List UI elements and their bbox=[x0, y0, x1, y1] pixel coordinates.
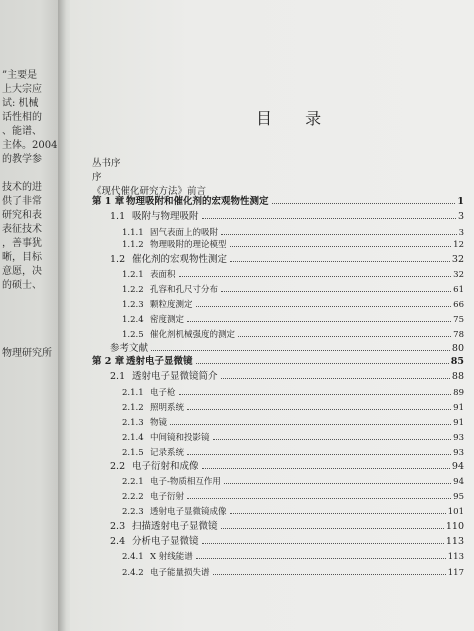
toc-entry-number: 第 1 章 bbox=[92, 196, 125, 207]
toc-entry-title: 分析电子显微镜 bbox=[132, 536, 199, 547]
page-title: 目 录 bbox=[256, 109, 336, 128]
toc-section-entry bbox=[110, 252, 464, 267]
toc-dot-leader bbox=[230, 246, 452, 247]
toc-entry-title: 吸附与物理吸附 bbox=[132, 211, 199, 222]
toc-page-number: 78 bbox=[453, 330, 464, 340]
toc-entry-title: 照明系统 bbox=[150, 403, 185, 413]
toc-dot-leader bbox=[202, 468, 450, 469]
toc-page-number: 3 bbox=[458, 228, 464, 238]
toc-dot-leader bbox=[170, 424, 451, 425]
toc-entry-title: 扫描透射电子显微镜 bbox=[132, 521, 218, 532]
toc-entry-title: 表面积 bbox=[150, 270, 176, 280]
toc-subsection-entry bbox=[122, 566, 464, 581]
toc-entry-title: 电子枪 bbox=[150, 388, 176, 398]
toc-entry-number: 1.2.2 bbox=[122, 285, 144, 295]
toc-entry-number: 2.2.3 bbox=[122, 507, 144, 517]
left-page-text-line: ”主要是 bbox=[2, 70, 38, 81]
toc-dot-leader bbox=[187, 454, 451, 455]
toc-chapter-entry bbox=[92, 170, 464, 185]
toc-page-number: 61 bbox=[453, 285, 464, 295]
toc-entry-title: 中间镜和投影镜 bbox=[150, 433, 210, 443]
toc-entry-number: 2.1 bbox=[110, 371, 126, 382]
left-page-text-line: 试: 机械 bbox=[2, 98, 39, 109]
toc-chapter-entry bbox=[92, 194, 464, 209]
toc-entry-number: 2.1.1 bbox=[122, 388, 144, 398]
toc-subsection-entry bbox=[122, 431, 464, 446]
left-page-text-line: 技术的进 bbox=[2, 182, 42, 193]
left-page-text-line: 晰，目标 bbox=[2, 252, 42, 263]
toc-subsection-entry bbox=[122, 298, 464, 313]
toc-entry-number: 2.4 bbox=[110, 536, 126, 547]
toc-page-number: 80 bbox=[451, 343, 464, 354]
left-page-text-line: 话性相的 bbox=[2, 112, 42, 123]
toc-section-entry bbox=[110, 519, 464, 534]
toc-page-number: 85 bbox=[450, 356, 464, 367]
toc-entry-title: 物理吸附的理论模型 bbox=[150, 240, 227, 250]
left-page-text-line: 上大宗应 bbox=[2, 84, 42, 95]
toc-entry-title: 丛书序 bbox=[92, 158, 121, 169]
left-page-text-line: ，善事犹 bbox=[2, 238, 42, 249]
toc-entry-number: 第 2 章 bbox=[92, 356, 125, 367]
toc-section-entry bbox=[110, 369, 464, 384]
toc-dot-leader bbox=[196, 306, 452, 307]
toc-entry-number: 2.1.4 bbox=[122, 433, 144, 443]
toc-page-number: 113 bbox=[445, 536, 464, 547]
toc-entry-title: 参考文献 bbox=[110, 343, 149, 354]
toc-entry-number: 1.1.1 bbox=[122, 228, 144, 238]
toc-subsection-entry bbox=[122, 283, 464, 298]
toc-entry-number: 1.2.1 bbox=[122, 270, 144, 280]
toc-page-number: 117 bbox=[447, 568, 464, 578]
toc-entry-number: 1.2.5 bbox=[122, 330, 144, 340]
toc-page-number: 110 bbox=[445, 521, 464, 532]
toc-entry-number: 1.2 bbox=[110, 254, 126, 265]
left-page-text-line: 主体。2004 bbox=[2, 140, 58, 151]
toc-entry-title: 孔容和孔尺寸分布 bbox=[150, 285, 219, 295]
toc-dot-leader bbox=[221, 378, 450, 379]
toc-entry-number: 2.1.5 bbox=[122, 448, 144, 458]
toc-subsection-entry bbox=[122, 238, 464, 253]
toc-subsection-entry bbox=[122, 505, 464, 520]
toc-page-number: 91 bbox=[453, 403, 464, 413]
left-page-text-line: 研究和表 bbox=[2, 210, 42, 221]
toc-entry-title: 物镜 bbox=[150, 418, 168, 428]
toc-page-number: 32 bbox=[451, 254, 464, 265]
toc-page-number: 94 bbox=[453, 477, 464, 487]
toc-entry-title: 《现代催化研究方法》前言 bbox=[92, 186, 207, 197]
toc-section-entry bbox=[110, 459, 464, 474]
left-page-text-line: 物理研究所 bbox=[2, 348, 52, 359]
toc-entry-number: 1.1 bbox=[110, 211, 126, 222]
toc-entry-number: 2.2.2 bbox=[122, 492, 144, 502]
toc-page-number: 12 bbox=[453, 240, 464, 250]
toc-dot-leader bbox=[221, 528, 444, 529]
toc-entry-title: 物理吸附和催化剂的宏观物性测定 bbox=[126, 196, 269, 207]
left-page bbox=[0, 0, 58, 631]
left-page-text-line: 意愿，决 bbox=[2, 266, 42, 277]
toc-entry-number: 1.1.2 bbox=[122, 240, 144, 250]
toc-section-entry bbox=[110, 209, 464, 224]
toc-entry-number: 2.2.1 bbox=[122, 477, 144, 487]
toc-entry-number: 2.2 bbox=[110, 461, 126, 472]
toc-subsection-entry bbox=[122, 416, 464, 431]
toc-entry-title: 电子衍射和成像 bbox=[132, 461, 199, 472]
toc-subsection-entry bbox=[122, 386, 464, 401]
left-page-text-line: 的硕士、 bbox=[2, 280, 42, 291]
toc-dot-leader bbox=[202, 218, 456, 219]
toc-dot-leader bbox=[196, 558, 446, 559]
toc-dot-leader bbox=[230, 261, 450, 262]
toc-entry-number: 2.4.1 bbox=[122, 552, 144, 562]
toc-dot-leader bbox=[213, 439, 452, 440]
toc-dot-leader bbox=[221, 291, 451, 292]
toc-page-number: 1 bbox=[457, 196, 464, 207]
toc-subsection-entry bbox=[122, 475, 464, 490]
toc-dot-leader bbox=[213, 574, 446, 575]
toc-page-number: 95 bbox=[453, 492, 464, 502]
toc-entry-title: 电子-物质相互作用 bbox=[150, 477, 221, 487]
toc-page-number: 89 bbox=[453, 388, 464, 398]
toc-entry-title: 固气表面上的吸附 bbox=[150, 228, 219, 238]
toc-entry-title: 电子衍射 bbox=[150, 492, 185, 502]
left-page-text-line: 、能谱、 bbox=[2, 126, 42, 137]
toc-dot-leader bbox=[179, 394, 452, 395]
toc-page-number: 101 bbox=[447, 507, 464, 517]
toc-dot-leader bbox=[179, 276, 452, 277]
toc-entry-title: 颗粒度测定 bbox=[150, 300, 193, 310]
toc-entry-title: 密度测定 bbox=[150, 315, 185, 325]
toc-subsection-entry bbox=[122, 550, 464, 565]
toc-entry-title: 催化剂的宏观物性测定 bbox=[132, 254, 228, 265]
toc-chapter-entry bbox=[92, 354, 464, 369]
toc-page-number: 93 bbox=[453, 448, 464, 458]
toc-subsection-entry bbox=[122, 401, 464, 416]
toc-entry-number: 2.1.2 bbox=[122, 403, 144, 413]
toc-page bbox=[70, 0, 474, 631]
toc-entry-title: 序 bbox=[92, 172, 102, 183]
toc-subsection-entry bbox=[122, 490, 464, 505]
toc-dot-leader bbox=[151, 350, 450, 351]
toc-entry-number: 1.2.4 bbox=[122, 315, 144, 325]
toc-page-number: 66 bbox=[453, 300, 464, 310]
toc-dot-leader bbox=[187, 321, 451, 322]
toc-chapter-entry bbox=[92, 156, 464, 171]
toc-entry-number: 2.3 bbox=[110, 521, 126, 532]
toc-entry-number: 2.4.2 bbox=[122, 568, 144, 578]
toc-page-number: 88 bbox=[451, 371, 464, 382]
toc-dot-leader bbox=[202, 543, 444, 544]
left-page-text-line: 表征技术 bbox=[2, 224, 42, 235]
toc-entry-title: 催化剂机械强度的测定 bbox=[150, 330, 236, 340]
toc-dot-leader bbox=[230, 513, 446, 514]
toc-page-number: 3 bbox=[457, 211, 464, 222]
toc-subsection-entry bbox=[122, 313, 464, 328]
toc-page-number: 32 bbox=[453, 270, 464, 280]
toc-entry-title: 电子能量损失谱 bbox=[150, 568, 210, 578]
toc-dot-leader bbox=[221, 234, 457, 235]
toc-dot-leader bbox=[187, 409, 451, 410]
toc-dot-leader bbox=[272, 203, 456, 204]
left-page-text-line: 供了非常 bbox=[2, 196, 42, 207]
toc-entry-title: X 射线能谱 bbox=[150, 552, 193, 562]
toc-dot-leader bbox=[196, 363, 449, 364]
toc-dot-leader bbox=[224, 483, 451, 484]
toc-entry-title: 透射电子显微镜简介 bbox=[132, 371, 218, 382]
toc-dot-leader bbox=[187, 498, 451, 499]
toc-page-number: 75 bbox=[453, 315, 464, 325]
toc-page-number: 94 bbox=[451, 461, 464, 472]
toc-page-number: 93 bbox=[453, 433, 464, 443]
toc-section-entry bbox=[110, 534, 464, 549]
toc-subsection-entry bbox=[122, 268, 464, 283]
toc-entry-title: 透射电子显微镜成像 bbox=[150, 507, 227, 517]
toc-entry-number: 2.1.3 bbox=[122, 418, 144, 428]
toc-dot-leader bbox=[238, 336, 451, 337]
toc-page-number: 113 bbox=[447, 552, 464, 562]
left-page-text-line: 的教学参 bbox=[2, 154, 42, 165]
toc-entry-title: 记录系统 bbox=[150, 448, 185, 458]
toc-entry-title: 透射电子显微镜 bbox=[126, 356, 193, 367]
toc-entry-number: 1.2.3 bbox=[122, 300, 144, 310]
toc-page-number: 91 bbox=[453, 418, 464, 428]
